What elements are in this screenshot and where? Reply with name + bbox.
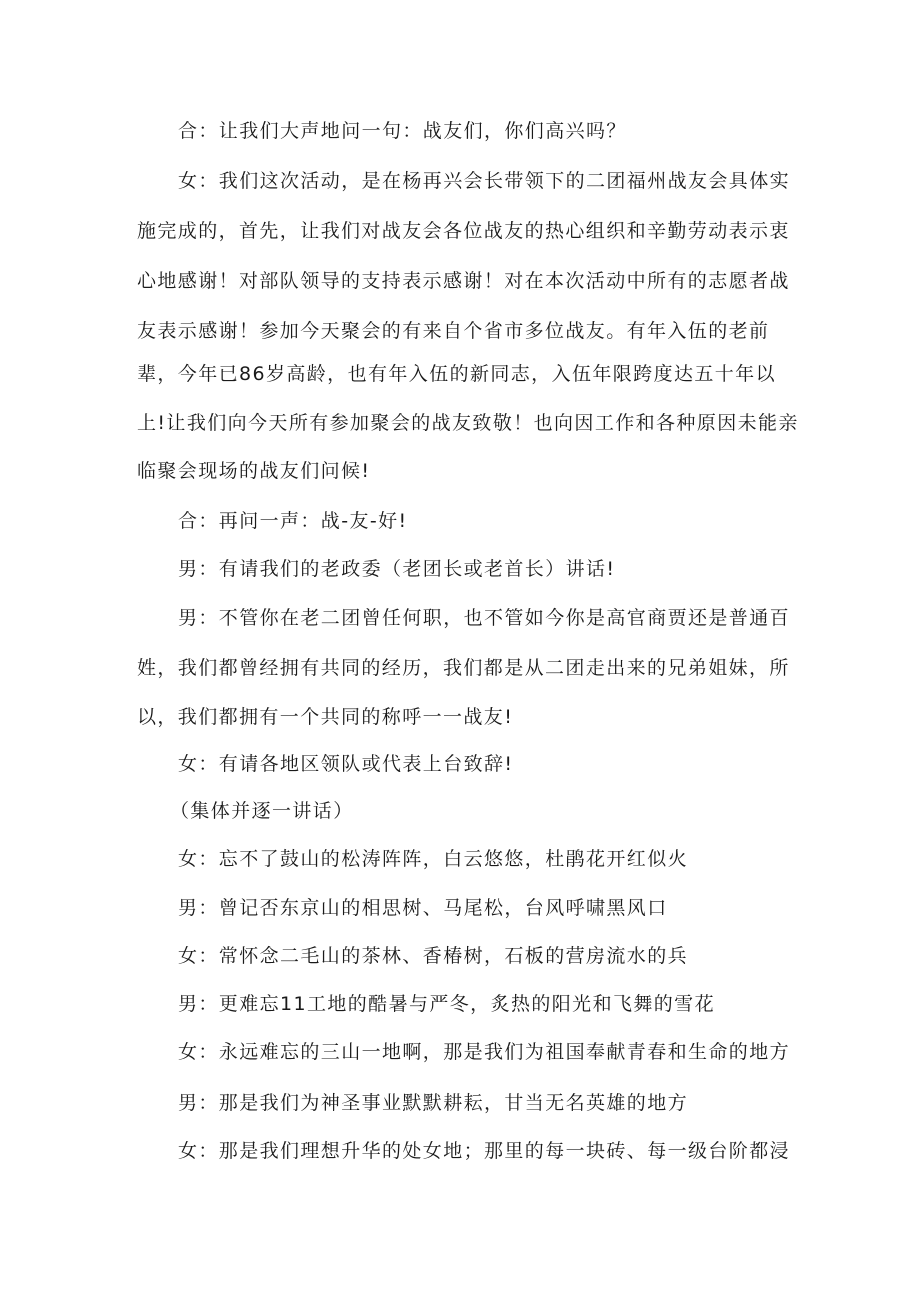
text-line-12: 姓，我们都曾经拥有共同的经历，我们都是从二团走出来的兄弟姐妹，所	[137, 657, 790, 679]
text-line-5: 友表示感谢！参加今天聚会的有来自个省市多位战友。有年入伍的老前	[137, 320, 770, 342]
text-line-6: 辈，今年已86岁高龄，也有年入伍的新同志，入伍年限跨度达五十年以	[137, 363, 776, 385]
text-line-7: 上!让我们向今天所有参加聚会的战友致敬！也向因工作和各种原因未能亲	[137, 412, 799, 434]
text-line-2: 女：我们这次活动，是在杨再兴会长带领下的二团福州战友会具体实	[178, 170, 791, 192]
text-line-22: 女：那是我们理想升华的处女地；那里的每一块砖、每一级台阶都浸	[178, 1140, 791, 1162]
text-line-11: 男：不管你在老二团曾任何职，也不管如今你是高官商贾还是普通百	[178, 607, 791, 629]
text-line-3: 施完成的，首先，让我们对战友会各位战友的热心组织和辛勤劳动表示衷	[137, 220, 790, 242]
text-line-13: 以，我们都拥有一个共同的称呼一一战友!	[137, 706, 514, 728]
text-line-18: 女：常怀念二毛山的茶林、香椿树，石板的营房流水的兵	[178, 945, 689, 967]
text-line-20: 女：永远难忘的三山一地啊，那是我们为祖国奉献青春和生命的地方	[178, 1041, 791, 1063]
text-line-1: 合：让我们大声地问一句：战友们，你们高兴吗？	[178, 120, 627, 142]
text-line-4: 心地感谢！对部队领导的支持表示感谢！对在本次活动中所有的志愿者战	[137, 270, 790, 292]
text-line-10: 男：有请我们的老政委（老团长或老首长）讲话!	[178, 558, 616, 580]
text-line-14: 女：有请各地区领队或代表上台致辞!	[178, 753, 514, 775]
text-line-19: 男：更难忘11工地的酷暑与严冬，炙热的阳光和飞舞的雪花	[178, 993, 715, 1015]
text-line-21: 男：那是我们为神圣事业默默耕耘，甘当无名英雄的地方	[178, 1092, 689, 1114]
text-line-8: 临聚会现场的战友们问候!	[137, 460, 371, 482]
text-line-16: 女：忘不了鼓山的松涛阵阵，白云悠悠，杜鹃花开红似火	[178, 848, 689, 870]
text-line-9: 合：再问一声：战-友-好!	[178, 510, 408, 532]
text-line-15: （集体并逐一讲话）	[170, 800, 354, 822]
text-line-17: 男：曾记否东京山的相思树、马尾松，台风呼啸黑风口	[178, 897, 668, 919]
